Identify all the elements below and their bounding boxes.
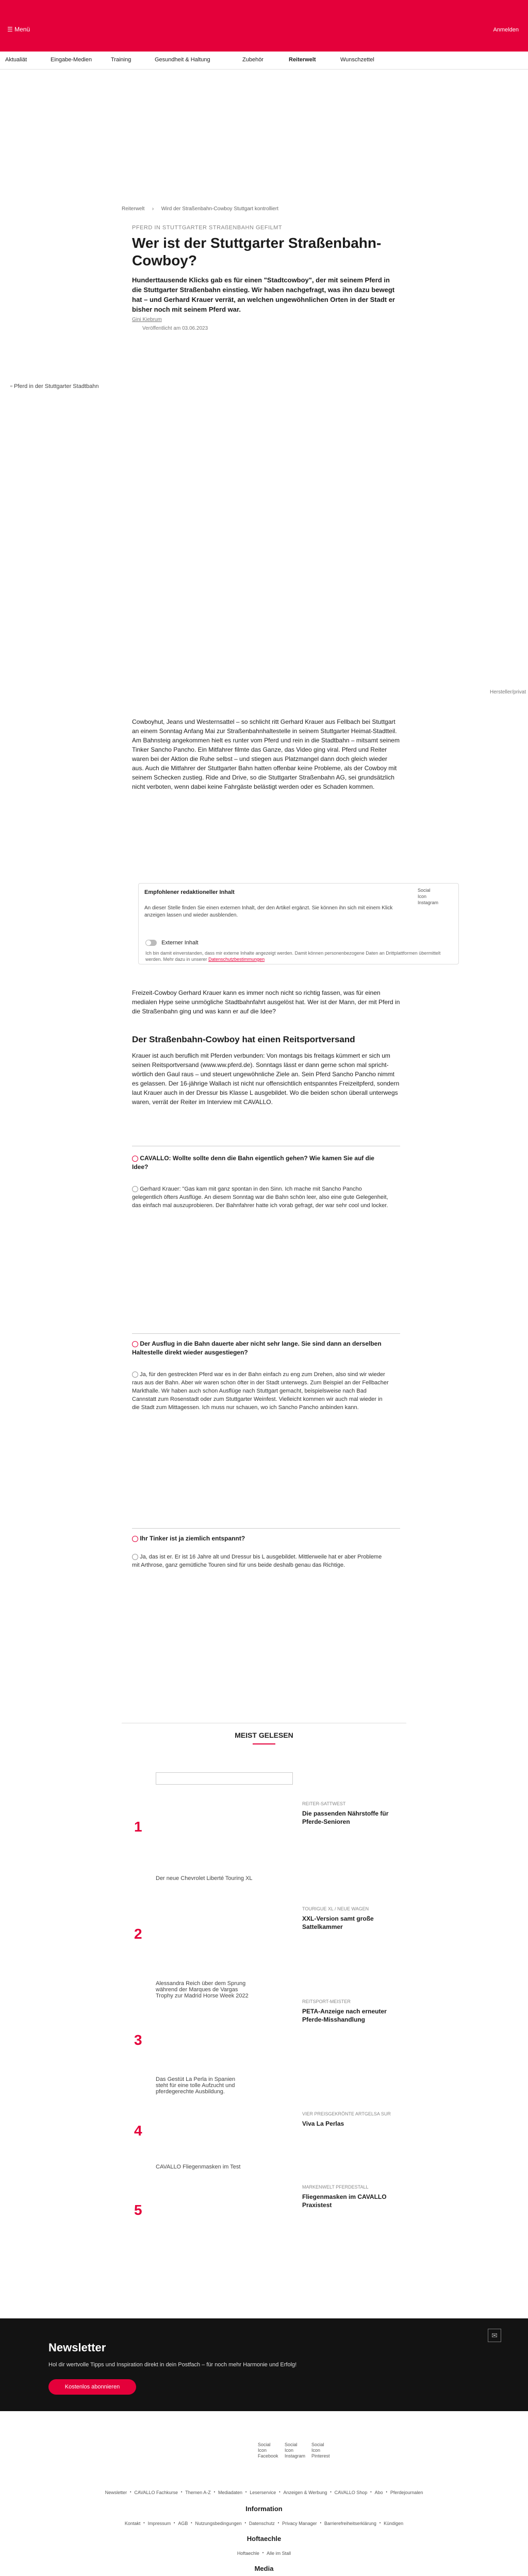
footer-link[interactable]: Privacy Manager xyxy=(282,2521,317,2526)
section-heading: Der Straßenbahn-Cowboy hat einen Reitsportversand xyxy=(132,1035,355,1044)
most-read-kicker: MARKENWELT PFERDESTALL xyxy=(302,2184,369,2190)
footer-link[interactable]: AGB xyxy=(178,2521,188,2526)
newsletter-text: Hol dir wertvolle Tipps und Inspiration direkt in dein Postfach – für noch mehr Harmonie und Erfolg! xyxy=(48,2362,297,2368)
qa-answer-text: Gerhard Krauer: "Gas kam mit ganz spontan in den Sinn. Ich mache mit Sancho Pancho gelegentlich öfters Ausflüge. An diesem Sonntag war die Bahn schön leer, also eine gute Gelegenheit, das einfach mal auszuprobieren. Der Bahnfahrer hatte ich vorab gefragt, der war sehr cool und locker. xyxy=(132,1186,388,1209)
footer-link[interactable]: Themen A-Z xyxy=(185,2490,211,2495)
nav-item-aktualitaet[interactable]: Aktualiät xyxy=(5,57,27,63)
footer-link[interactable]: Kündigen xyxy=(384,2521,404,2526)
qa-question xyxy=(132,1154,390,1172)
footer-link[interactable]: Nutzungsbedingungen xyxy=(195,2521,242,2526)
hamburger-icon: ☰ xyxy=(7,26,13,33)
most-read-image xyxy=(156,1772,293,1785)
rank-number: 5 xyxy=(134,2202,142,2218)
most-read-kicker: VIER PREISGEKRÖNTE ARTGELSA SUR xyxy=(302,2111,391,2116)
nav-item-eingabe-medien[interactable]: Eingabe-Medien xyxy=(51,57,92,63)
hero-image xyxy=(10,383,227,394)
answer-icon xyxy=(132,1186,138,1192)
question-icon xyxy=(132,1156,138,1162)
most-read-item[interactable] xyxy=(122,1772,406,1834)
divider xyxy=(132,1528,400,1529)
main-nav xyxy=(0,52,528,70)
publish-date: Veröffentlicht am 03.06.2023 xyxy=(142,326,208,331)
footer-link[interactable]: Kontakt xyxy=(124,2521,141,2526)
most-read-image: Das Gestüt La Perla in Spanien steht für eine tolle Aufzucht und pferdegerechte Ausbildung. xyxy=(156,2076,249,2123)
footer-link[interactable]: CAVALLO Fachkurse xyxy=(134,2490,178,2495)
answer-icon xyxy=(132,1554,138,1560)
rank-number: 3 xyxy=(134,2032,142,2048)
breadcrumb-item[interactable]: Reiterwelt xyxy=(122,206,145,212)
newsletter-envelope-icon: ✉ xyxy=(488,2329,501,2342)
footer-link[interactable]: Pferdejournalen xyxy=(390,2490,423,2495)
breadcrumb-separator: › xyxy=(152,206,154,212)
instagram-icon[interactable]: Social Icon Instagram xyxy=(285,2442,306,2459)
most-read-title-text: Die passenden Nährstoffe für Pferde-Senioren xyxy=(302,1810,389,1825)
embed-consent-text xyxy=(145,950,444,962)
toggle-switch-icon xyxy=(145,940,157,946)
footer-link[interactable]: Newsletter xyxy=(105,2490,127,2495)
most-read-kicker: REITER-SATTWEST xyxy=(302,1801,346,1806)
nav-item-gesundheit[interactable]: Gesundheit & Haltung xyxy=(155,57,210,63)
hero-image-alt: Pferd in der Stuttgarter Stadtbahn xyxy=(13,383,99,389)
newsletter-subscribe-button[interactable]: Kostenlos abonnieren xyxy=(48,2379,136,2395)
qa-question xyxy=(132,1340,390,1357)
footer-link[interactable]: CAVALLO Shop xyxy=(334,2490,368,2495)
broken-image-icon: ▫ xyxy=(10,383,12,389)
nav-item-reiterwelt[interactable]: Reiterwelt xyxy=(289,57,316,63)
title-underline xyxy=(253,1743,275,1744)
article-paragraph: Krauer ist auch beruflich mit Pferden verbunden: Von montags bis freitags kümmert er sich um seinen Reitsportversand (www.ww.pferd.de). Sonntags lässt er dann gerne schon mal spricht-wörtlich den Gaul raus – und steuert ungewöhnliche Ziele an. Sein Pferd Sancho Pancho nimmt es gelassen. Der 16-jährige Wallach ist nicht nur offensichtlich entspanntes Freizeitpferd, sondern laut Krauer auch in der Dressur bis Klasse L ausgebildet. Wo die beiden schon überall unterwegs waren, verrät der Reiter im Interview mit CAVALLO. xyxy=(132,1052,400,1106)
newsletter-section xyxy=(0,2318,528,2411)
rank-number: 4 xyxy=(134,2123,142,2139)
footer-link[interactable]: Datenschutz xyxy=(249,2521,275,2526)
qa-question xyxy=(132,1534,390,1543)
embed-toggle[interactable] xyxy=(145,940,199,946)
embed-consent-copy: Ich bin damit einverstanden, dass mir externe Inhalte angezeigt werden. Damit können personenbezogene Daten an Drittplattformen übermittelt werden. Mehr dazu in unserer xyxy=(145,951,441,962)
answer-icon xyxy=(132,1371,138,1378)
qa-answer-text: Ja, für den gestreckten Pferd war es in der Bahn einfach zu eng zum Drehen, also sind wir wieder raus aus der Bahn. Aber wir waren schon öfter in der Stadt unterwegs. Zum Beispiel an der Fellbacher Markthalle. Wir haben auch schon Ausflüge nach Stuttgart gemacht, beispielsweise nach Bad Cannstatt zum Rosenstadt oder zum Stuttgarter Weinfest. Vielleicht kommen wir auch mal wieder in die Stadt zum Mittagessen. Ich muss nur schauen, wo ich Sancho Pancho anbinden kann. xyxy=(132,1371,389,1411)
most-read-title: MEIST GELESEN xyxy=(235,1731,293,1739)
qa-answer xyxy=(132,1553,390,1569)
most-read-title-text: Viva La Perlas xyxy=(302,2120,344,2127)
article-paragraph: Cowboyhut, Jeans und Westernsattel – so schlicht ritt Gerhard Krauer aus Fellbach bei Stuttgart an einem Sonntag Anfang Mai zur Straßenbahnhaltestelle in seinem Stuttgarter Heimat-Stadtteil. Am Bahnsteig angekommen hielt es runter vom Pferd und rein in die Stadtbahn – mitsamt seinem Tinker Sancho Pancho. Ein Mitfahrer filmte das Ganze, das Video ging viral. Pferd und Reiter waren bei der Aktion die Ruhe selbst – und stiegen aus Platzmangel dann doch gleich wieder aus. Auch die Mitfahrer der Stuttgarter Bahn hatten offenbar keine Probleme, als der Cowboy mit seinem Schecken zustieg. Ride and Drive, so die Stuttgarter Straßenbahn AG, sei grundsätzlich nicht verboten, wenn dabei keine Fahrgäste belästigt werden oder es Schaden kommen. xyxy=(132,718,400,790)
most-read-title-text: XXL-Version samt große Sattelkammer xyxy=(302,1915,374,1930)
author-link[interactable]: Gini Kiebrum xyxy=(132,317,162,323)
article-kicker: PFERD IN STUTTGARTER STRAßENBAHN GEFILMT xyxy=(132,225,283,231)
footer-link[interactable]: Alle im Stall xyxy=(267,2551,291,2556)
question-icon xyxy=(132,1536,138,1542)
footer-links-info: Kontakt · Impressum · AGB · Nutzungsbedingungen · Datenschutz · Privacy Manager · Barrierefreiheitserklärung · Kündigen xyxy=(124,2518,404,2527)
embed-title: Empfohlener redaktioneller Inhalt xyxy=(144,889,235,895)
article-paragraph: Freizeit-Cowboy Gerhard Krauer kann es immer noch nicht so richtig fassen, was für einen medialen Hype seine unmögliche Stadtbahnfahrt ausgelöst hat. Wer ist der Mann, der mit Pferd in die Straßenbahn ging und was kann er auf die Idee? xyxy=(132,989,400,1015)
rank-number: 1 xyxy=(134,1819,142,1835)
most-read-item[interactable] xyxy=(122,2164,406,2231)
article-lead: Hunderttausende Klicks gab es für einen "Stadtcowboy", der mit seinem Pferd in die Stuttgarter Straßenbahn einstieg. Wir haben nachgefragt, was ihn dazu bewegt hat – und Gerhard Krauer verrät, an welchen ungewöhnlichen Orten in der Stadt er bisher noch mit seinem Pferd war. xyxy=(132,276,395,313)
footer-media-title: Media xyxy=(254,2565,274,2572)
most-read-item[interactable] xyxy=(122,1980,406,2047)
most-read-item[interactable] xyxy=(122,1875,406,1942)
nav-item-training[interactable]: Training xyxy=(111,57,131,63)
login-link[interactable]: Anmelden xyxy=(493,27,519,33)
footer-link[interactable]: Mediadaten xyxy=(218,2490,243,2495)
hero-credit: Hersteller/privat xyxy=(489,689,526,695)
privacy-link[interactable]: Datenschutzbestimmungen xyxy=(208,957,265,962)
qa-answer xyxy=(132,1185,390,1210)
most-read-item[interactable] xyxy=(122,2076,406,2143)
footer-link[interactable]: Abo xyxy=(374,2490,383,2495)
breadcrumb xyxy=(122,204,410,213)
most-read-image: Der neue Chevrolet Liberté Touring XL xyxy=(156,1875,259,1896)
social-links xyxy=(245,2442,330,2468)
divider xyxy=(132,1333,400,1334)
embed-text: An dieser Stelle finden Sie einen externen Inhalt, der den Artikel ergänzt. Sie können ihn sich mit einem Klick anzeigen lassen und wieder ausblenden. xyxy=(144,905,393,918)
most-read-kicker: REITSPORT-MEISTER xyxy=(302,1999,351,2004)
qa-answer-text: Ja, das ist er. Er ist 16 Jahre alt und Dressur bis L ausgebildet. Mittlerweile hat er aber Probleme mit Arthrose, ganz gemütliche Touren sind für uns beide deshalb genau das Richtige. xyxy=(132,1554,382,1568)
qa-question-text: CAVALLO: Wollte sollte denn die Bahn eigentlich gehen? Wie kamen Sie auf die Idee? xyxy=(132,1155,374,1171)
most-read-image: Alessandra Reich über dem Sprung während der Marques de Vargas Trophy zur Madrid Horse Week 2022 xyxy=(156,1980,249,2030)
qa-answer xyxy=(132,1370,390,1412)
embed-thumb: Social Icon Instagram xyxy=(418,888,439,905)
embed-toggle-label: Externer Inhalt xyxy=(161,940,199,946)
most-read-image: CAVALLO Fliegenmasken im Test xyxy=(156,2164,249,2184)
menu-label: Menü xyxy=(14,26,30,33)
facebook-icon[interactable]: Social Icon Facebook xyxy=(258,2442,278,2459)
qa-question-text: Ihr Tinker ist ja ziemlich entspannt? xyxy=(140,1535,245,1542)
footer-link[interactable]: Impressum xyxy=(147,2521,171,2526)
footer-links-hoftaechle: Hoftaechle · Alle im Stall xyxy=(237,2548,291,2557)
footer-link[interactable]: Anzeigen & Werbung xyxy=(283,2490,327,2495)
rank-number: 2 xyxy=(134,1926,142,1942)
qa-question-text: Der Ausflug in die Bahn dauerte aber nicht sehr lange. Sie sind dann an derselben Haltestelle direkt wieder ausgestiegen? xyxy=(132,1340,382,1356)
footer-link[interactable]: Hoftaechle xyxy=(237,2551,259,2556)
footer-info-title: Information xyxy=(245,2505,283,2513)
footer-link[interactable]: Barrierefreiheitserklärung xyxy=(324,2521,376,2526)
brand-logo[interactable] xyxy=(10,24,88,40)
most-read-kicker: TOURIGUE XL / NEUE WAGEN xyxy=(302,1906,369,1911)
breadcrumb-item-current: Wird der Straßenbahn-Cowboy Stuttgart kontrolliert xyxy=(161,206,279,212)
page-title: Wer ist der Stuttgarter Straßenbahn-Cowboy? xyxy=(132,235,382,268)
most-read-title-text: PETA-Anzeige nach erneuter Pferde-Misshandlung xyxy=(302,2008,387,2023)
nav-item-zubehoer[interactable]: Zubehör xyxy=(242,57,263,63)
footer-link[interactable]: Leserservice xyxy=(250,2490,276,2495)
footer-hoftaechle-title: Hoftaechle xyxy=(246,2535,282,2543)
question-icon xyxy=(132,1341,138,1347)
pinterest-icon[interactable]: Social Icon Pinterest xyxy=(311,2442,330,2459)
footer-links-primary: Newsletter · CAVALLO Fachkurse · Themen A-Z · Mediadaten · Leserservice · Anzeigen & Werbung · CAVALLO Shop · Abo · Pferdejournalen xyxy=(105,2487,423,2496)
most-read-title-text: Fliegenmasken im CAVALLO Praxistest xyxy=(302,2193,387,2209)
newsletter-title: Newsletter xyxy=(48,2341,106,2354)
top-header xyxy=(0,0,528,52)
nav-item-wunschzettel[interactable]: Wunschzettel xyxy=(340,57,374,63)
